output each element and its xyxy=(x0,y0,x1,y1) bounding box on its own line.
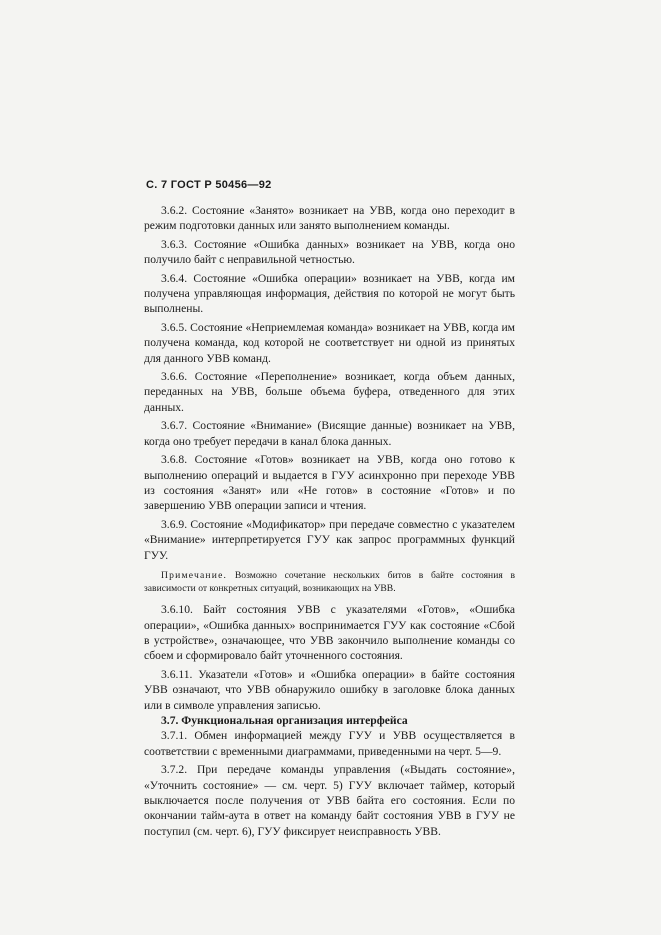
paragraph-3-6-6: 3.6.6. Состояние «Переполнение» возникает, когда объем данных, переданных на УВВ, больше объема буфера, отведенного для этих данных. xyxy=(144,370,515,414)
paragraph-3-6-2: 3.6.2. Состояние «Занято» возникает на УВВ, когда оно переходит в режим подготовки данных или занято выполнением команды. xyxy=(144,204,515,233)
note-text: Возможно сочетание нескольких битов в байте состояния в зависимости от конкретных ситуаций, возникающих на УВВ. xyxy=(144,569,515,594)
paragraph-3-6-7: 3.6.7. Состояние «Внимание» (Висящие данные) возникает на УВВ, когда оно требует передачи в канал блока данных. xyxy=(144,419,515,448)
paragraph-3-6-4: 3.6.4. Состояние «Ошибка операции» возникает на УВВ, когда им получена управляющая информация, действия по которой не могут быть выполнены. xyxy=(144,271,515,316)
note xyxy=(144,570,515,595)
paragraph-3-6-8: 3.6.8. Состояние «Готов» возникает на УВВ, когда оно готово к выполнению операций и выдается в ГУУ асинхронно при переходе УВВ из состояния «Занят» или «Не готов» в состояние «Готов» и по завершению УВВ операции записи и чтения. xyxy=(144,453,515,513)
paragraph-3-6-9: 3.6.9. Состояние «Модификатор» при передаче совместно с указателем «Внимание» интерпретируется ГУУ как запрос программных функций ГУУ. xyxy=(144,517,515,562)
document-body xyxy=(144,203,515,839)
paragraph-3-7-1: 3.7.1. Обмен информацией между ГУУ и УВВ осуществляется в соответствии с временными диаграммами, приведенными на черт. 5—9. xyxy=(144,729,515,758)
section-title-3-7: 3.7. Функциональная организация интерфейса xyxy=(161,713,408,727)
note-label: Примечание. xyxy=(161,569,228,581)
paragraph-3-6-5: 3.6.5. Состояние «Неприемлемая команда» возникает на УВВ, когда им получена команда, код которой не соответствует ни одной из принятых для данного УВВ команд. xyxy=(144,320,515,365)
paragraph-3-6-3: 3.6.3. Состояние «Ошибка данных» возникает на УВВ, когда оно получило байт с неправильной четностью. xyxy=(144,237,515,267)
page-header: С. 7 ГОСТ Р 50456—92 xyxy=(146,179,272,191)
paragraph-3-6-11: 3.6.11. Указатели «Готов» и «Ошибка операции» в байте состояния УВВ означают, что УВВ обнаружило ошибку в заголовке блока данных или в символе управления записью. xyxy=(144,667,515,712)
paragraph-3-7-2: 3.7.2. При передаче команды управления («Выдать состояние», «Уточнить состояние» — см. черт. 5) ГУУ включает таймер, который выключается после получения от УВВ байта его состояния. Если по окончании тайм-аута в ответ на команду байт состояния УВВ в ГУУ не поступил (см. черт. 6), ГУУ фиксирует неисправность УВВ. xyxy=(144,763,515,838)
paragraph-3-6-10: 3.6.10. Байт состояния УВВ с указателями «Готов», «Ошибка операции», «Ошибка данных» воспринимается ГУУ как состояние «Сбой в устройстве», означающее, что УВВ закончило выполнение команды со сбоем и сформировало байт уточненного состояния. xyxy=(144,603,515,663)
